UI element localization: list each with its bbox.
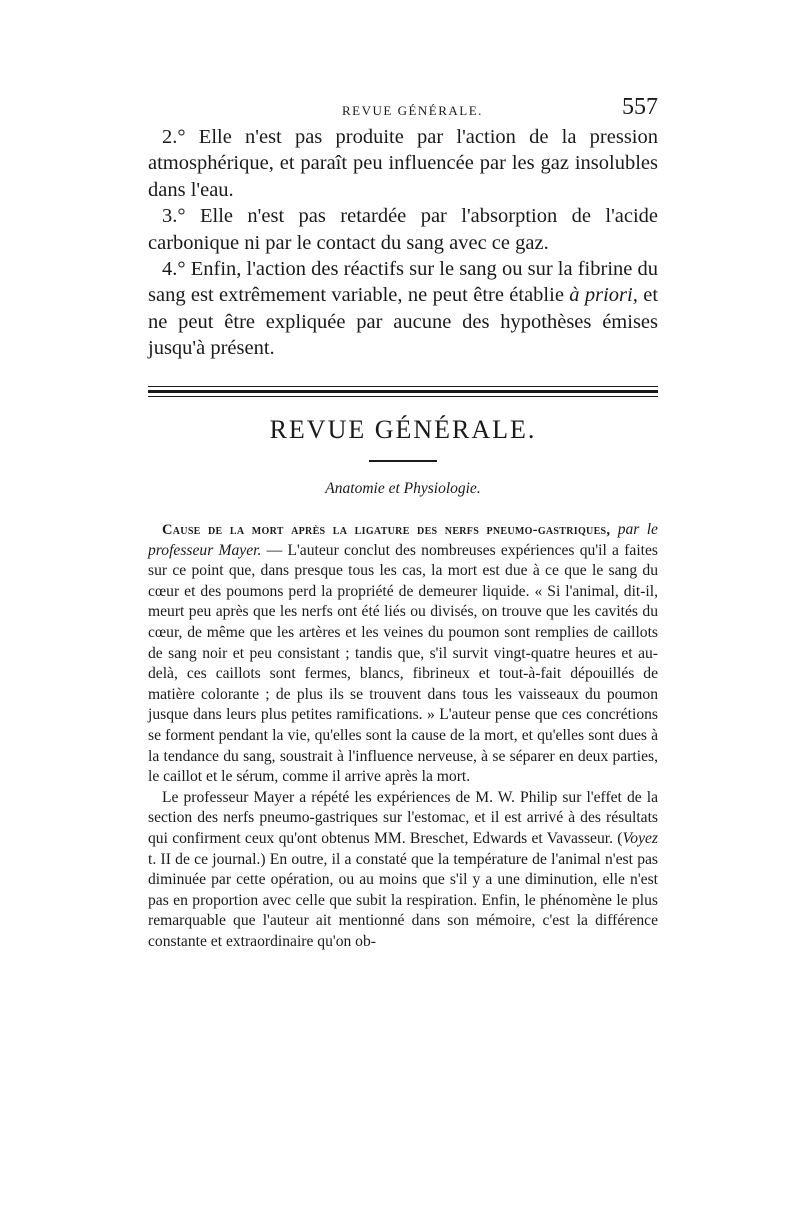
item-number: 3.° [162,205,186,228]
running-title: REVUE GÉNÉRALE. [342,103,483,118]
paragraph-text-end: t. II de ce journal.) En outre, il a constaté que la température de l'animal n'est pas diminuée par cette opération, ou au moins que s'il y a une diminution, elle n'est pas en proportion avec celle que subit la respiration. Enfin, le phénomène le plus remarquable que l'auteur ait mentionné dans son mémoire, c'est la différence constante et extraordinaire qu'on ob- [148,850,658,950]
item-text-end: et ne peut être expliquée par aucune des hypothèses émises jusqu'à présent. [148,284,659,360]
item-text: Enfin, l'action des réactifs sur le sang ou sur la fibrine du sang est extrêmement variable, ne peut être établie [148,258,659,307]
item-text: Elle n'est pas produite par l'action de la pression atmosphérique, et paraît peu influencée par les gaz insolubles dans l'eau. [148,126,659,201]
citation-italic: Voyez [622,829,658,847]
article-heading: Cause de la mort après la ligature des nerfs pneumo-gastriques, [162,522,611,538]
divider-thin-bottom [148,396,658,397]
subsection-title: Anatomie et Physiologie. [325,480,481,497]
item-italic-text: à priori, [569,284,638,307]
conclusion-item [148,256,658,362]
article-paragraph [148,520,658,788]
numbered-conclusions [148,124,658,362]
page-number: 557 [622,94,658,120]
title-underline [369,460,437,462]
article-paragraph [148,788,658,953]
paragraph-text: — L'auteur conclut des nombreuses expériences qu'il a faites sur ce point que, dans presque tous les cas, la mort est due à ce que le sang du cœur et des poumons perd la propriété de demeurer liquide. « Si l'animal, dit-il, meurt peu après que les nerfs ont été liés ou divisés, on trouve que les cavités du cœur, de même que les artères et les veines du poumon sont remplies de caillots de sang noir et peu consistant ; tandis que, s'il survit vingt-quatre heures et au-delà, ces caillots sont fermes, blancs, fibrineux et tout-à-fait dépouillés de matière colorante ; de plus ils se trouvent dans tous les vaisseaux du poumon jusque dans leurs plus petites ramifications. » L'auteur pense que ces concrétions se forment pendant la vie, qu'elles sont la cause de la mort, et qu'elles sont dues à la tendance du sang, soustrait à l'influence nerveuse, à se séparer en deux parties, le caillot et le sérum, comme il arrive après la mort. [148,541,658,786]
article-body [148,520,658,952]
divider-thin-top [148,386,658,387]
section-title: REVUE GÉNÉRALE. [269,415,537,444]
item-number: 2.° [162,126,186,148]
item-number: 4.° [162,258,186,281]
item-text: Elle n'est pas retardée par l'absorption de l'acide carbonique ni par le contact du sang avec ce gaz. [148,205,659,254]
conclusion-item [148,124,658,203]
divider-thick [148,390,658,393]
article-byline: par le professeur Mayer. [148,521,658,559]
paragraph-text: Le professeur Mayer a répété les expériences de M. W. Philip sur l'effet de la section des nerfs pneumo-gastriques sur l'estomac, et il est arrivé à des résultats qui confirment ceux qu'ont obtenus MM. Breschet, Edwards et Vavasseur. ( [148,788,658,847]
conclusion-item [148,203,658,256]
running-head [148,96,658,124]
